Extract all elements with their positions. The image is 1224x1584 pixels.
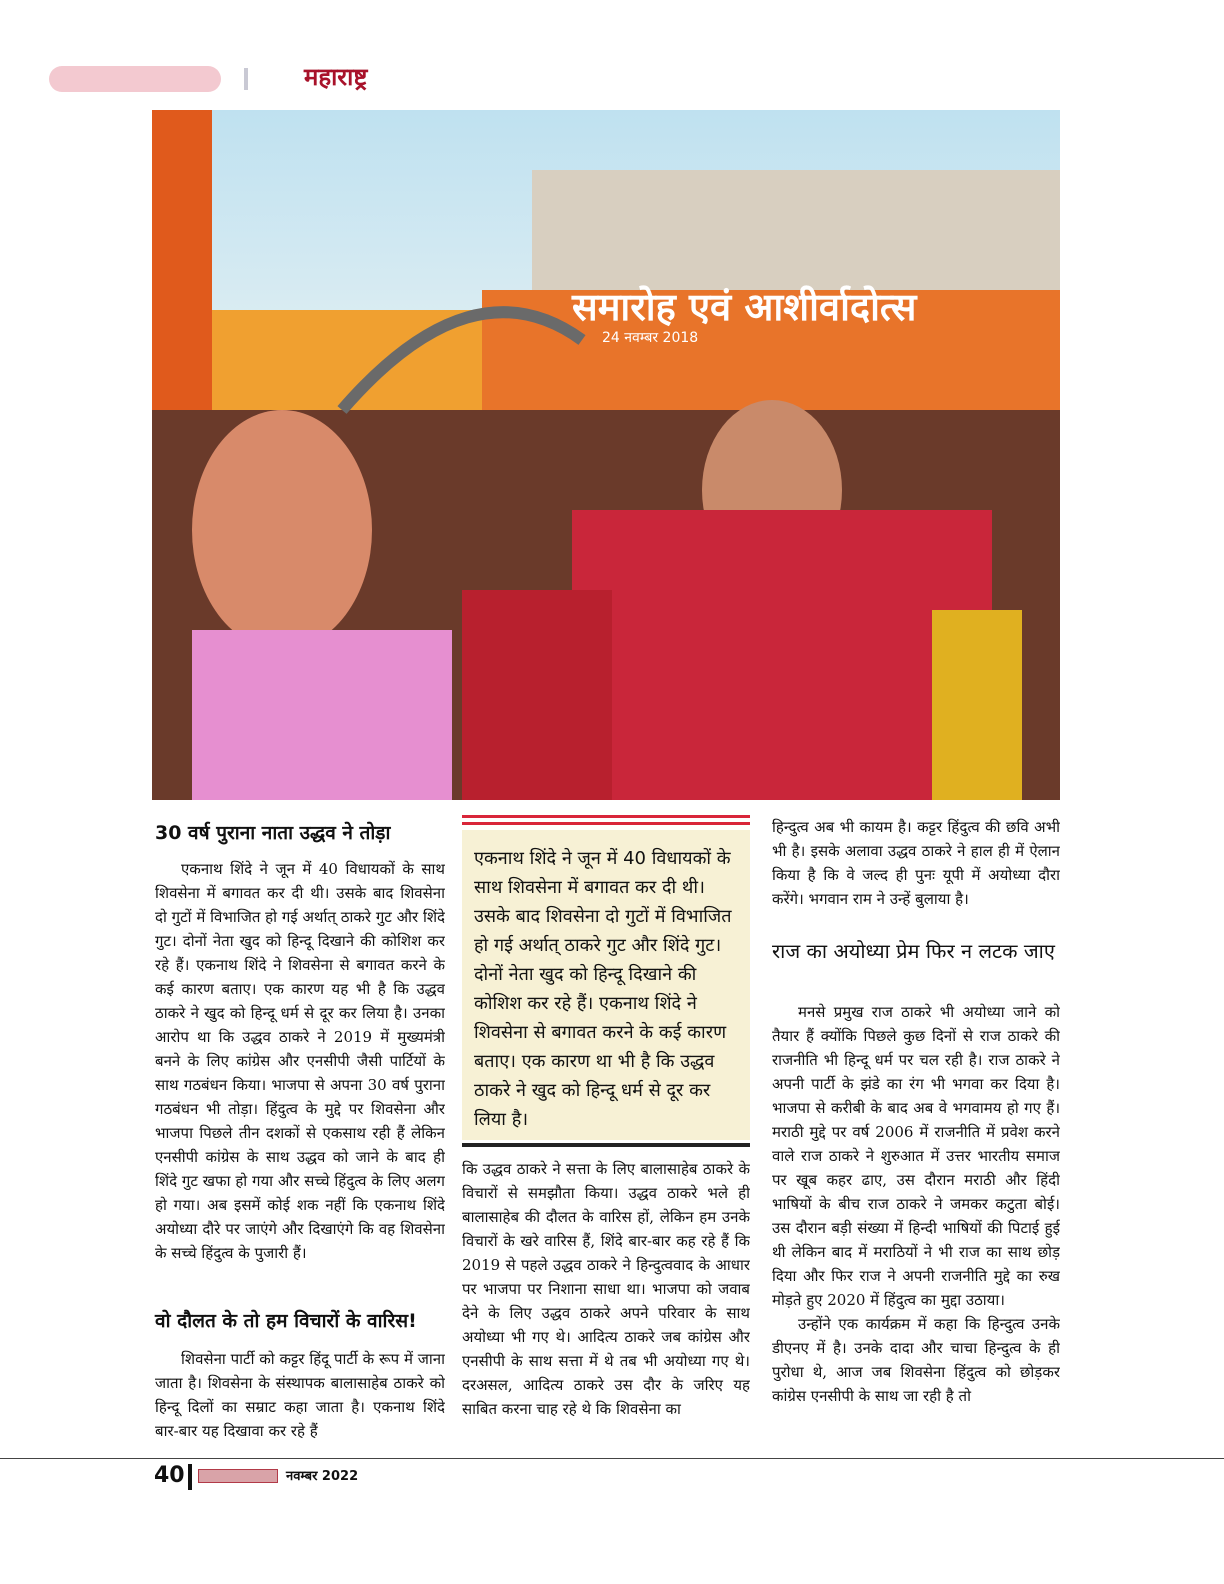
pull-quote-text: एकनाथ शिंदे ने जून में 40 विधायकों के साथ शिवसेना में बगावत कर दी थी। उसके बाद शिवसेना दो गुटों में विभाजित हो गई अर्थात् ठाकरे गुट और शिंदे गुट। दोनों नेता खुद को हिन्दू दिखाने की कोशिश कर रहे हैं। एकनाथ शिंदे ने शिवसेना से बगावत करने के कई कारण बताए। एक कारण था भी है कि उद्धव ठाकरे ने खुद को हिन्दू धर्म से दूर कर लिया है। — [474, 848, 732, 1130]
body-paragraph: शिवसेना पार्टी को कट्टर हिंदू पार्टी के रूप में जाना जाता है। शिवसेना के संस्थापक बालासाहेब ठाकरे को हिन्दू दिलों का सम्राट कहा जाता है। एकनाथ शिंदे बार-बार यह दिखावा कर रहे हैं — [155, 1350, 445, 1440]
photo-illustration — [152, 110, 1060, 800]
column-2 — [462, 1157, 750, 1443]
column-3-bottom — [772, 1000, 1060, 1443]
banner-date: 24 नवम्बर 2018 — [602, 330, 699, 346]
body-paragraph: हिन्दुत्व अब भी कायम है। कट्टर हिंदुत्व की छवि अभी भी है। इसके अलावा उद्धव ठाकरे ने हाल ही में ऐलान किया है कि वे जल्द ही पुनः यूपी में अयोध्या दौरा करेंगे। भगवान राम ने उन्हें बुलाया है। — [772, 818, 1060, 908]
heading-2: वो दौलत के तो हम विचारों के वारिस! — [155, 1310, 417, 1332]
lead-photo — [152, 110, 1060, 800]
footer-rule — [0, 1458, 1224, 1459]
pullquote-bottom-rule — [462, 1143, 750, 1147]
section-pill — [49, 66, 221, 92]
section-label: महाराष्ट्र — [304, 63, 368, 91]
pullquote-top-rule — [462, 815, 750, 825]
magazine-logo — [198, 1469, 278, 1483]
body-paragraph: एकनाथ शिंदे ने जून में 40 विधायकों के साथ शिवसेना में बगावत कर दी थी। उसके बाद शिवसेना दो गुटों में विभाजित हो गई अर्थात् ठाकरे गुट और शिंदे गुट। दोनों नेता खुद को हिन्दू दिखाने की कोशिश कर रहे हैं। एकनाथ शिंदे ने शिवसेना से बगावत करने के कई कारण बताए। एक कारण यह भी है कि उद्धव ठाकरे ने खुद को हिन्दू धर्म से दूर कर लिया है। उनका आरोप था कि उद्धव ठाकरे ने 2019 में मुख्यमंत्री बनने के लिए कांग्रेस और एनसीपी जैसी पार्टियों के साथ गठबंधन किया। भाजपा से अपना 30 वर्ष पुराना गठबंधन भी तोड़ा। हिंदुत्व के मुद्दे पर शिवसेना और भाजपा पिछले तीन दशकों से एकसाथ रही हैं लेकिन एनसीपी कांग्रेस के साथ उद्धव को जाने के बाद ही शिंदे गुट खफा हो गया और सच्चे हिंदुत्व के लिए अलग हो गया। अब इसमें कोई शक नहीं कि एकनाथ शिंदे अयोध्या दौरे पर जाएंगे और दिखाएंगे कि वह शिवसेना के सच्चे हिंदुत्व के पुजारी हैं। — [155, 860, 445, 1262]
header-divider — [244, 68, 248, 90]
column-3-top — [772, 815, 1060, 935]
footer-divider — [188, 1464, 192, 1490]
banner-text: समारोह एवं आशीर्वादोत्स — [572, 285, 917, 329]
pull-quote — [462, 830, 750, 1140]
body-paragraph: कि उद्धव ठाकरे ने सत्ता के लिए बालासाहेब ठाकरे के विचारों से समझौता किया। उद्धव ठाकरे भले ही बालासाहेब की दौलत के वारिस हों, लेकिन हम उनके विचारों के खरे वारिस हैं, शिंदे बार-बार कह रहे हैं कि 2019 से पहले उद्धव ठाकरे ने हिन्दुत्ववाद के आधार पर भाजपा पर निशाना साधा था। भाजपा को जवाब देने के लिए उद्धव ठाकरे अपने परिवार के साथ अयोध्या भी गए थे। आदित्य ठाकरे जब कांग्रेस और एनसीपी के साथ सत्ता में थे तब भी अयोध्या गए थे। दरअसल, आदित्य ठाकरे उस दौर के जरिए यह साबित करना चाह रहे थे कि शिवसेना का — [462, 1160, 750, 1418]
heading-1: 30 वर्ष पुराना नाता उद्धव ने तोड़ा — [155, 822, 391, 844]
body-paragraph: उन्होंने एक कार्यक्रम में कहा कि हिन्दुत्व उनके डीएनए में है। उनके दादा और चाचा हिन्दुत्व के ही पुरोधा थे, आज जब शिवसेना हिंदुत्व को छोड़कर कांग्रेस एनसीपी के साथ जा रही है तो — [772, 1315, 1060, 1405]
issue-date: नवम्बर 2022 — [286, 1469, 359, 1484]
heading-3: राज का अयोध्या प्रेम फिर न लटक जाए — [772, 939, 1055, 963]
column-1-bottom — [155, 1347, 445, 1443]
page-number: 40 — [154, 1463, 185, 1488]
column-1-top — [155, 857, 445, 1303]
body-paragraph: मनसे प्रमुख राज ठाकरे भी अयोध्या जाने को तैयार हैं क्योंकि पिछले कुछ दिनों से राज ठाकरे की राजनीति भी हिन्दू धर्म पर चल रही है। राज ठाकरे ने अपनी पार्टी के झंडे का रंग भी भगवा कर दिया है। भाजपा से करीबी के बाद अब वे भगवामय हो गए हैं। मराठी मुद्दे पर वर्ष 2006 में राजनीति में प्रवेश करने वाले राज ठाकरे ने शुरुआत में उत्तर भारतीय समाज पर खूब कहर ढाए, उस दौरान मराठी और हिंदी भाषियों के बीच राज ठाकरे ने जमकर कटुता बोई। उस दौरान बड़ी संख्या में हिन्दी भाषियों की पिटाई हुई थी लेकिन बाद में मराठियों ने भी राज का साथ छोड़ दिया और फिर राज ने अपनी राजनीति मुद्दे का रुख मोड़ते हुए 2020 में हिंदुत्व का मुद्दा उठाया। — [772, 1003, 1060, 1309]
